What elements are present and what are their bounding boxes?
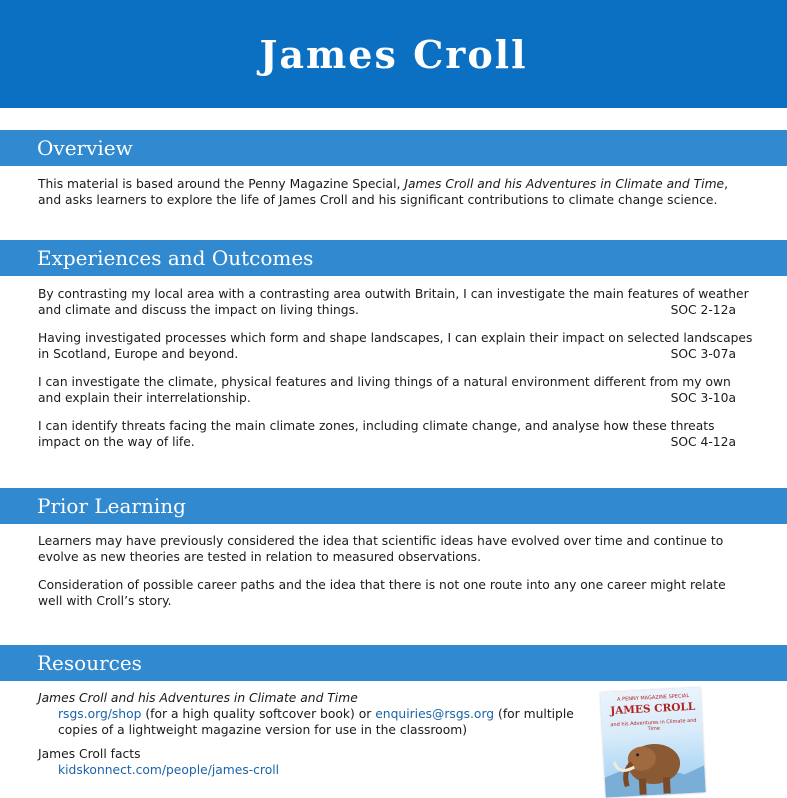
prior-paragraph: Learners may have previously considered the idea that scientific ideas have evolved over time and continue to evolve as new theories are tested in relation to measured observations. xyxy=(38,534,724,564)
facts-link[interactable]: kidskonnect.com/people/james-croll xyxy=(58,763,280,777)
experiences-heading: Experiences and Outcomes xyxy=(37,246,314,270)
shop-text: (for a high quality softcover book) or xyxy=(141,707,376,721)
overview-body xyxy=(38,176,753,220)
page-title: James Croll xyxy=(259,32,528,77)
title-banner xyxy=(0,0,787,108)
shop-link[interactable]: rsgs.org/shop xyxy=(58,707,142,721)
prior-learning-heading: Prior Learning xyxy=(37,494,186,518)
resource-book-detail xyxy=(58,706,598,738)
prior-learning-header xyxy=(0,488,787,524)
overview-header xyxy=(0,130,787,166)
outcome-text: I can identify threats facing the main climate zones, including climate change, and analyse how these threats impact on the way of life. xyxy=(38,419,715,449)
resources-header xyxy=(0,645,787,681)
resources-body xyxy=(38,690,598,786)
outcome-text: I can investigate the climate, physical features and living things of a natural environment different from my own and explain their interrelationship. xyxy=(38,375,731,405)
resource-book-title: James Croll and his Adventures in Climate and Time xyxy=(38,691,358,705)
outcome-item xyxy=(38,374,753,406)
outcome-item xyxy=(38,418,753,450)
outcome-code: SOC 4-12a xyxy=(670,435,736,449)
email-text: (for multiple copies of a lightweight magazine version for use in the classroom) xyxy=(58,707,574,737)
outcome-code: SOC 2-12a xyxy=(670,303,736,317)
overview-text-before: This material is based around the Penny Magazine Special, xyxy=(38,177,405,191)
cover-title: JAMES CROLL xyxy=(609,700,696,718)
overview-book-title: James Croll and his Adventures in Climate and Time xyxy=(404,177,725,191)
book-cover-image xyxy=(600,687,705,797)
facts-label: James Croll facts xyxy=(38,747,141,761)
overview-text-after: , and asks learners to explore the life of James Croll and his significant contributions to climate change science. xyxy=(38,177,729,207)
email-link[interactable]: enquiries@rsgs.org xyxy=(375,707,495,721)
resource-book xyxy=(38,690,598,738)
overview-paragraph xyxy=(38,176,753,208)
outcome-item xyxy=(38,330,753,362)
mammoth-illustration-icon xyxy=(602,727,705,797)
outcome-code: SOC 3-07a xyxy=(670,347,736,361)
experiences-header xyxy=(0,240,787,276)
outcome-text: By contrasting my local area with a contrasting area outwith Britain, I can investigate the main features of weather and climate and discuss the impact on living things. xyxy=(38,287,749,317)
facts-detail xyxy=(58,762,598,778)
resource-facts xyxy=(38,746,598,778)
outcome-code: SOC 3-10a xyxy=(670,391,736,405)
overview-heading: Overview xyxy=(37,136,133,160)
cover-subtitle: and his Adventures in Climate and Time xyxy=(610,717,697,733)
outcome-text: Having investigated processes which form and shape landscapes, I can explain their impact on selected landscapes in Scotland, Europe and beyond. xyxy=(38,331,753,361)
prior-paragraph: Consideration of possible career paths and the idea that there is not one route into any one career might relate well with Croll’s story. xyxy=(38,578,726,608)
outcome-item xyxy=(38,286,753,318)
resources-heading: Resources xyxy=(37,651,142,675)
prior-learning-body xyxy=(38,533,753,621)
cover-small-text: A PENNY MAGAZINE SPECIAL xyxy=(616,693,690,703)
experiences-list xyxy=(38,286,753,462)
